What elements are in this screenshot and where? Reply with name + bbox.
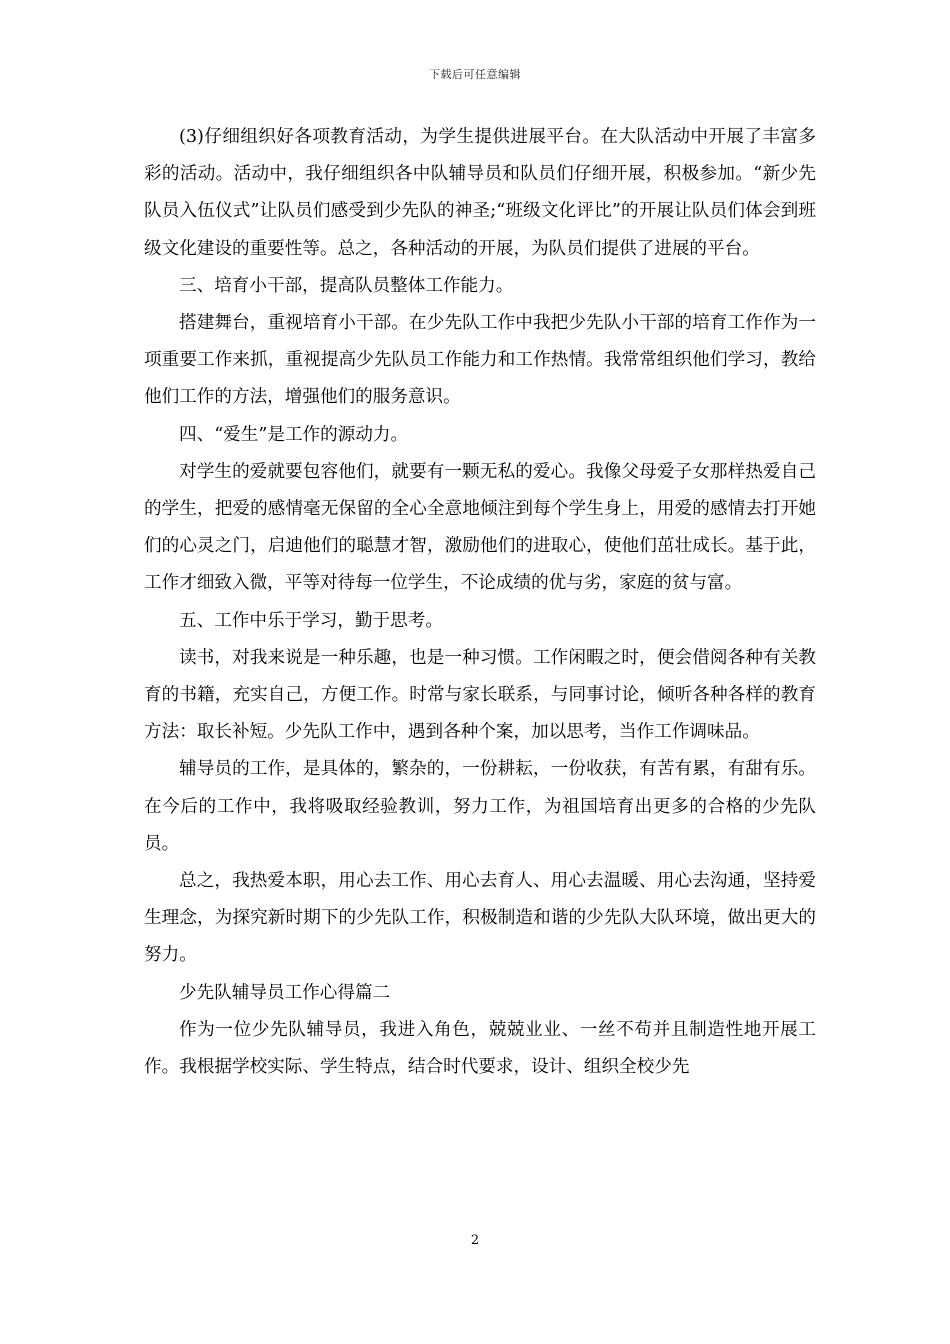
section-heading-learning: 五、工作中乐于学习，勤于思考。 [179,610,443,631]
paragraph-conclusion: 总之，我热爱本职，用心去工作、用心去育人、用心去温暖、用心去沟通，坚持爱生理念，为探究新时期下的少先队工作，积极制造和谐的少先队大队环境，做出更大的努力。 [144,871,816,966]
paragraph-reading: 读书，对我来说是一种乐趣，也是一种习惯。工作闲暇之时，便会借阅各种有关教育的书籍，充实自己，方便工作。时常与家长联系，与同事讨论，倾听各种各样的教育方法：取长补短。少先队工作中，遇到各种个案，加以思考，当作工作调味品。 [144,647,816,743]
section-heading-cadre-training: 三、培育小干部，提高队员整体工作能力。 [179,275,514,296]
section-heading-part-two: 少先队辅导员工作心得篇二 [179,982,391,1003]
paragraph-love-students: 对学生的爱就要包容他们，就要有一颗无私的爱心。我像父母爱子女那样热爱自己的学生，把爱的感情毫无保留的全心全意地倾注到每个学生身上，用爱的感情去打开她们的心灵之门，启迪他们的聪慧才智，激励他们的进取心，使他们茁壮成长。基于此，工作才细致入微，平等对待每一位学生，不论成绩的优与劣，家庭的贫与富。 [144,461,816,594]
page-number: 2 [470,1233,480,1248]
paragraph-cadre-training: 搭建舞台，重视培育小干部。在少先队工作中我把少先队小干部的培育工作作为一项重要工作来抓，重视提高少先队员工作能力和工作热情。我常常组织他们学习，教给他们工作的方法，增强他们的服务意识。 [144,313,816,408]
paragraph-counselor-work: 辅导员的工作，是具体的，繁杂的，一份耕耘，一份收获，有苦有累，有甜有乐。在今后的工作中，我将吸取经验教训，努力工作，为祖国培育出更多的合格的少先队员。 [144,759,816,854]
section-heading-love-students: 四、“爱生”是工作的源动力。 [179,424,409,445]
paragraph-part-two-intro: 作为一位少先队辅导员，我进入角色，兢兢业业、一丝不苟并且制造性地开展工作。我根据学校实际、学生特点，结合时代要求，设计、组织全校少先 [144,1019,816,1078]
page-header: 下载后可任意编辑 [429,68,521,81]
document-body [144,119,816,1086]
paragraph-activities: (3)仔细组织好各项教育活动，为学生提供进展平台。在大队活动中开展了丰富多彩的活动。活动中，我仔细组织各中队辅导员和队员们仔细开展，积极参加。“新少先队员入伍仪式”让队员们感受到少先队的神圣;“班级文化评比”的开展让队员们体会到班级文化建设的重要性等。总之，各种活动的开展，为队员们提供了进展的平台。 [144,127,816,259]
